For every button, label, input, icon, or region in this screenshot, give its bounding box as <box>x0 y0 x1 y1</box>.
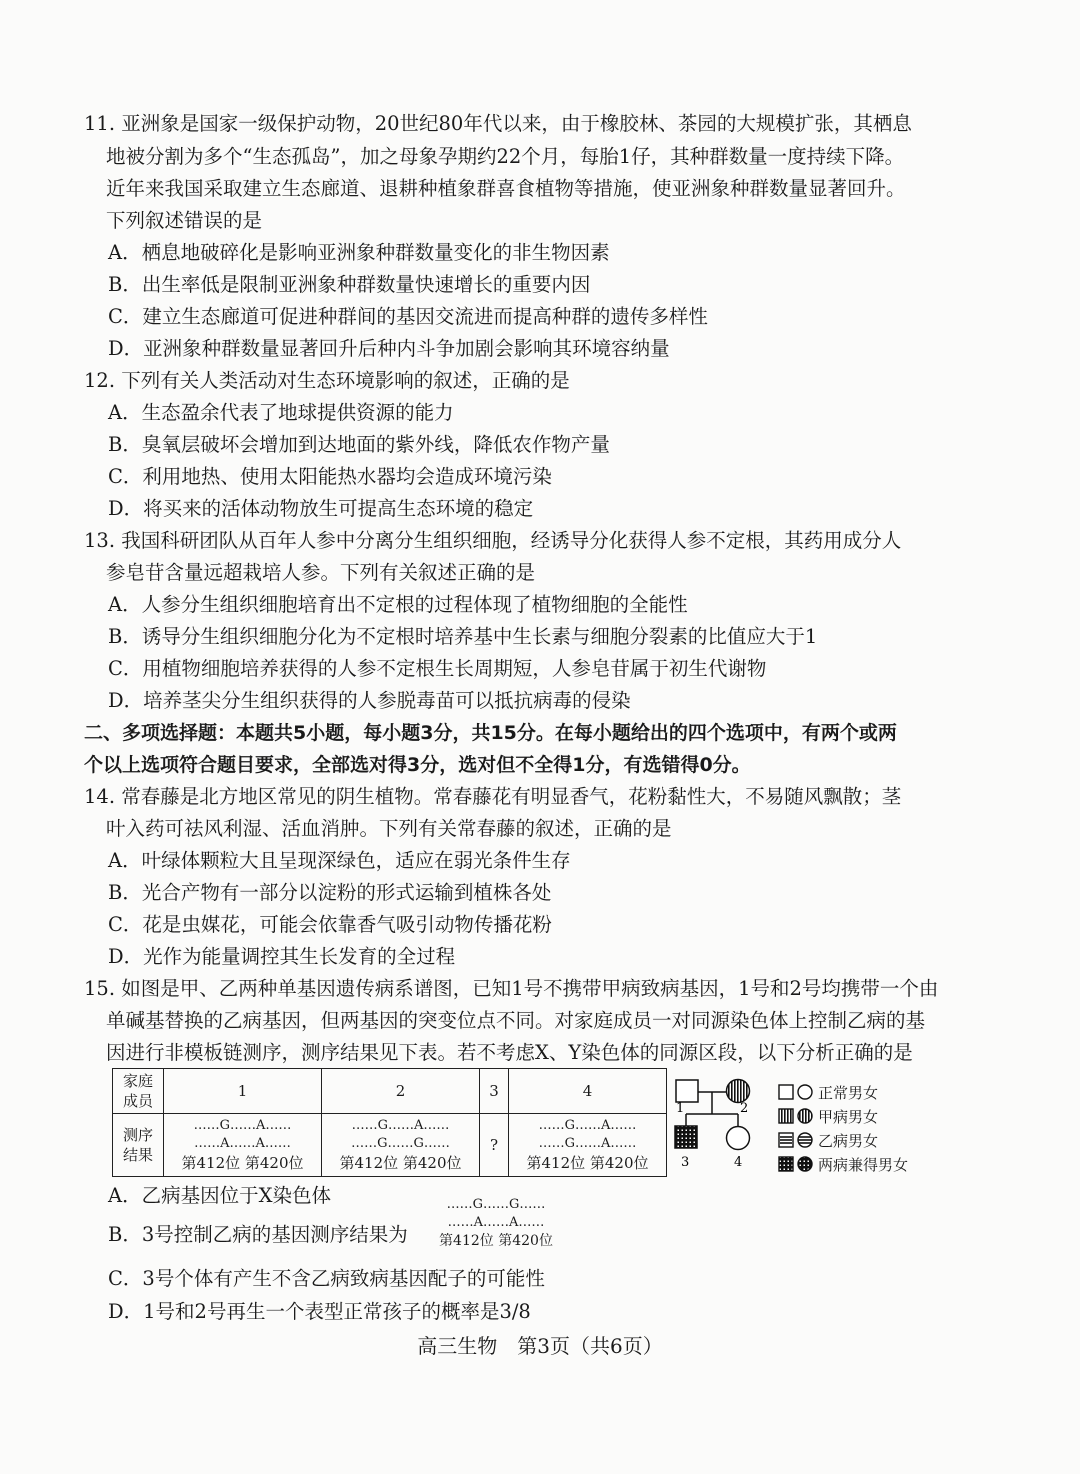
pedigree-chart <box>668 1068 778 1178</box>
both-diseases-symbols-icon <box>778 1155 814 1173</box>
header-text: 成员 <box>122 1092 153 1110</box>
q13-option-a: A．人参分生组织细胞培育出不定根的过程体现了植物细胞的全能性 <box>108 593 688 616</box>
q11-stem-line-2: 地被分割为多个“生态孤岛”，加之母象孕期约22个月，每胎1仔，其种群数量一度持续下降。 <box>106 145 905 168</box>
table-header-members <box>113 1069 164 1114</box>
q14-stem-line-1: 14. 常春藤是北方地区常见的阴生植物。常春藤花有明显香气，花粉黏性大，不易随风飘散；茎 <box>84 785 902 808</box>
legend-label: 甲病男女 <box>818 1107 879 1126</box>
member-4-cell: 4 <box>509 1069 667 1114</box>
sequence-position: 第412位 第420位 <box>439 1233 553 1249</box>
legend-label: 正常男女 <box>818 1083 879 1102</box>
legend-label: 两病兼得男女 <box>818 1155 909 1174</box>
header-text: 家庭 <box>122 1072 153 1090</box>
member-2-cell: 2 <box>322 1069 480 1114</box>
legend-normal <box>778 1080 938 1104</box>
sequence-line: ……G……G…… <box>351 1136 450 1151</box>
member-1-cell: 1 <box>164 1069 322 1114</box>
sequence-line: ……G……A…… <box>351 1118 450 1133</box>
table-header-results <box>113 1114 164 1177</box>
q15-option-b-sequence <box>426 1196 566 1250</box>
q11-option-b: B．出生率低是限制亚洲象种群数量快速增长的重要内因 <box>108 273 591 296</box>
q11-option-d: D．亚洲象种群数量显著回升后种内斗争加剧会影响其环境容纳量 <box>108 337 670 360</box>
table-row-sequences <box>113 1114 667 1177</box>
q11-stem-line-4: 下列叙述错误的是 <box>106 209 263 232</box>
sequence-cell-2 <box>322 1114 480 1177</box>
q15-option-a: A．乙病基因位于X染色体 <box>108 1184 331 1207</box>
individual-1-square <box>676 1080 698 1102</box>
sequence-line: ……A……A…… <box>447 1215 545 1230</box>
legend-disease-b <box>778 1128 938 1152</box>
pedigree-label-1: 1 <box>676 1101 685 1116</box>
table-row-members <box>113 1069 667 1114</box>
q15-option-c: C．3号个体有产生不含乙病致病基因配子的可能性 <box>108 1267 545 1290</box>
q13-stem-line-2: 参皂苷含量远超栽培人参。下列有关叙述正确的是 <box>106 561 536 584</box>
sequence-line: ……G……A…… <box>193 1118 292 1133</box>
q13-stem-line-1: 13. 我国科研团队从百年人参中分离分生组织细胞，经诱导分化获得人参不定根，其药用成分人 <box>84 529 902 552</box>
q12-option-d: D．将买来的活体动物放生可提高生态环境的稳定 <box>108 497 534 520</box>
q11-stem-line-1: 11. 亚洲象是国家一级保护动物，20世纪80年代以来，由于橡胶林、茶园的大规模扩张，其栖息 <box>84 112 912 135</box>
q11-stem-line-3: 近年来我国采取建立生态廊道、退耕种植象群喜食植物等措施，使亚洲象种群数量显著回升。 <box>106 177 906 200</box>
q15-stem-line-1: 15. 如图是甲、乙两种单基因遗传病系谱图，已知1号不携带甲病致病基因，1号和2号均携带一个由 <box>84 977 939 1000</box>
q15-stem-line-2: 单碱基替换的乙病基因，但两基因的突变位点不同。对家庭成员一对同源染色体上控制乙病的基 <box>106 1009 926 1032</box>
sequence-line: ……G……A…… <box>538 1118 637 1133</box>
sequence-line: ……A……A…… <box>194 1136 291 1151</box>
sequence-cell-3: ? <box>480 1114 509 1177</box>
sequencing-table <box>112 1068 667 1177</box>
sequence-line: ……G……G…… <box>446 1197 546 1212</box>
q13-option-b: B．诱导分生组织细胞分化为不定根时培养基中生长素与细胞分裂素的比值应大于1 <box>108 625 818 648</box>
pedigree-label-2: 2 <box>740 1101 749 1116</box>
legend-label: 乙病男女 <box>818 1131 879 1150</box>
pedigree-label-4: 4 <box>734 1155 743 1170</box>
q14-option-d: D．光作为能量调控其生长发育的全过程 <box>108 945 456 968</box>
sequence-position: 第412位 第420位 <box>526 1154 649 1172</box>
q13-option-c: C．用植物细胞培养获得的人参不定根生长周期短，人参皂苷属于初生代谢物 <box>108 657 767 680</box>
sequence-cell-4 <box>509 1114 667 1177</box>
header-text: 测序 <box>122 1126 153 1144</box>
sequence-line: ……G……A…… <box>538 1136 637 1151</box>
q14-option-c: C．花是虫媒花，可能会依靠香气吸引动物传播花粉 <box>108 913 552 936</box>
individual-2-circle <box>727 1080 750 1103</box>
section2-heading-line-1: 二、多项选择题：本题共5小题，每小题3分，共15分。在每小题给出的四个选项中，有两个或两 <box>84 722 897 744</box>
q14-stem-line-2: 叶入药可祛风利湿、活血消肿。下列有关常春藤的叙述，正确的是 <box>106 817 672 840</box>
sequence-cell-1 <box>164 1114 322 1177</box>
q11-option-c: C．建立生态廊道可促进种群间的基因交流进而提高种群的遗传多样性 <box>108 305 708 328</box>
q12-option-b: B．臭氧层破坏会增加到达地面的紫外线，降低农作物产量 <box>108 433 610 456</box>
section2-heading-line-2: 个以上选项符合题目要求，全部选对得3分，选对但不全得1分，有选错得0分。 <box>84 754 751 776</box>
q15-option-d: D．1号和2号再生一个表型正常孩子的概率是3/8 <box>108 1300 531 1323</box>
pedigree-legend <box>778 1080 938 1176</box>
q14-option-b: B．光合产物有一部分以淀粉的形式运输到植株各处 <box>108 881 552 904</box>
legend-both-diseases <box>778 1152 938 1176</box>
individual-3-square <box>675 1126 697 1148</box>
disease-a-symbols-icon <box>778 1107 814 1125</box>
sequence-position: 第412位 第420位 <box>181 1154 304 1172</box>
page-footer: 高三生物 第3页（共6页） <box>417 1334 663 1358</box>
q14-option-a: A．叶绿体颗粒大且呈现深绿色，适应在弱光条件生存 <box>108 849 571 872</box>
sequence-position: 第412位 第420位 <box>339 1154 462 1172</box>
pedigree-label-3: 3 <box>681 1155 690 1170</box>
normal-symbols-icon <box>778 1083 814 1101</box>
disease-b-symbols-icon <box>778 1131 814 1149</box>
q11-option-a: A．栖息地破碎化是影响亚洲象种群数量变化的非生物因素 <box>108 241 610 264</box>
q13-option-d: D．培养茎尖分生组织获得的人参脱毒苗可以抵抗病毒的侵染 <box>108 689 631 712</box>
q12-option-a: A．生态盈余代表了地球提供资源的能力 <box>108 401 454 424</box>
header-text: 结果 <box>122 1146 153 1164</box>
q15-option-b: B．3号控制乙病的基因测序结果为 <box>108 1223 408 1246</box>
q12-option-c: C．利用地热、使用太阳能热水器均会造成环境污染 <box>108 465 552 488</box>
individual-4-circle <box>727 1127 750 1150</box>
legend-disease-a <box>778 1104 938 1128</box>
q15-stem-line-3: 因进行非模板链测序，测序结果见下表。若不考虑X、Y染色体的同源区段，以下分析正确的是 <box>106 1041 913 1064</box>
q12-stem: 12. 下列有关人类活动对生态环境影响的叙述，正确的是 <box>84 369 570 392</box>
member-3-cell: 3 <box>480 1069 509 1114</box>
